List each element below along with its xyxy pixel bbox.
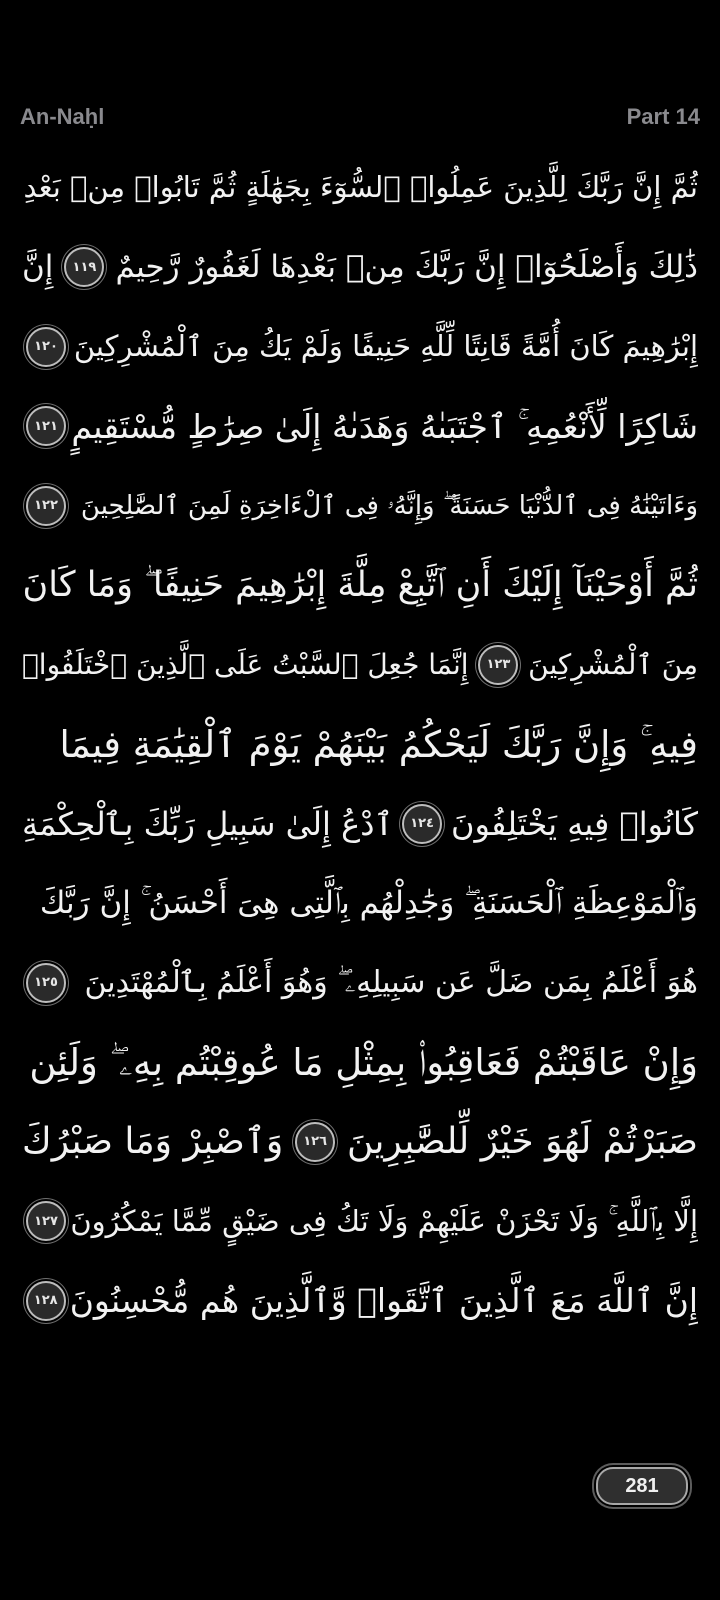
ayah-end-marker[interactable]: ١٢٨ [26,1281,66,1321]
quran-line[interactable] [22,307,698,387]
juz-label[interactable]: Part 14 [626,104,700,129]
verse-text[interactable]: صَبَرْتُمْ لَهُوَ خَيْرٌ لِّلصَّٰبِرِينَ [347,1120,698,1162]
quran-line[interactable] [22,1023,698,1103]
quran-line[interactable] [22,625,698,705]
verse-text[interactable]: شَاكِرًا لِّأَنْعُمِهِ ۚ ٱجْتَبَىٰهُ وَهَدَىٰهُ إِلَىٰ صِرَٰطٍ مُّسْتَقِيمٍ [71,406,698,446]
quran-line[interactable] [22,1102,698,1182]
ayah-end-marker[interactable]: ١٢٦ [295,1122,335,1162]
quran-line[interactable] [22,228,698,308]
verse-text[interactable]: مِنَ ٱلْمُشْرِكِينَ [528,647,698,681]
quran-line[interactable] [22,387,698,467]
verse-text[interactable]: وَءَاتَيْنَٰهُ فِى ٱلدُّنْيَا حَسَنَةً ۖ وَإِنَّهُۥ فِى ٱلْءَاخِرَةِ لَمِنَ ٱلصَّٰلِحِينَ [80,490,698,521]
mushaf-page-text[interactable] [22,148,698,1420]
verse-text[interactable]: إِنَّ [22,248,54,285]
page-header [20,100,700,134]
verse-text[interactable]: إِنَّمَا جُعِلَ ٱلسَّبْتُ عَلَى ٱلَّذِينَ ٱخْتَلَفُوا۟ [22,647,469,681]
page-footer [0,1467,720,1505]
quran-line[interactable] [22,705,698,785]
verse-text[interactable]: إِنَّ ٱللَّهَ مَعَ ٱلَّذِينَ ٱتَّقَوا۟ وَّٱلَّذِينَ هُم مُّحْسِنُونَ [69,1281,698,1321]
verse-text[interactable]: هُوَ أَعْلَمُ بِمَن ضَلَّ عَن سَبِيلِهِۦ ۖ وَهُوَ أَعْلَمُ بِٱلْمُهْتَدِينَ [84,964,698,1000]
verse-text[interactable]: إِبْرَٰهِيمَ كَانَ أُمَّةً قَانِتًا لِّلَّهِ حَنِيفًا وَلَمْ يَكُ مِنَ ٱلْمُشْرِكِينَ [73,329,698,364]
ayah-end-marker[interactable]: ١٢٧ [26,1201,66,1241]
surah-name[interactable]: An-Naḥl [20,104,105,129]
verse-text[interactable]: ذَٰلِكَ وَأَصْلَحُوٓا۟ إِنَّ رَبَّكَ مِنۢ بَعْدِهَا لَغَفُورٌ رَّحِيمٌ [115,248,698,285]
quran-line[interactable] [22,864,698,944]
quran-line[interactable] [22,1261,698,1341]
verse-text[interactable]: ٱدْعُ إِلَىٰ سَبِيلِ رَبِّكَ بِٱلْحِكْمَةِ [22,804,394,843]
quran-line[interactable] [22,1182,698,1262]
ayah-end-marker[interactable]: ١٢٣ [478,645,518,685]
verse-text[interactable]: إِلَّا بِٱللَّهِ ۚ وَلَا تَحْزَنْ عَلَيْهِمْ وَلَا تَكُ فِى ضَيْقٍ مِّمَّا يَمْكُرُونَ [70,1203,698,1238]
quran-line[interactable] [22,546,698,626]
quran-line[interactable] [22,784,698,864]
quran-line[interactable] [22,148,698,228]
page-number-badge [596,1467,688,1505]
ayah-end-marker[interactable]: ١٢٠ [26,327,66,367]
ayah-end-marker[interactable]: ١٢١ [26,406,66,446]
quran-line[interactable] [22,466,698,546]
ayah-end-marker[interactable]: ١٢٢ [26,486,66,526]
verse-text[interactable]: وَإِنْ عَاقَبْتُمْ فَعَاقِبُوا۟ بِمِثْلِ مَا عُوقِبْتُم بِهِۦ ۖ وَلَئِن [29,1040,698,1084]
page-number: 281 [625,1474,659,1497]
verse-text[interactable]: ثُمَّ إِنَّ رَبَّكَ لِلَّذِينَ عَمِلُوا۟ ٱلسُّوٓءَ بِجَهَٰلَةٍ ثُمَّ تَابُوا۟ مِنۢ بَعْدِ [23,170,698,205]
ayah-end-marker[interactable]: ١١٩ [64,247,104,287]
ayah-end-marker[interactable]: ١٢٥ [26,963,66,1003]
ayah-end-marker[interactable]: ١٢٤ [402,804,442,844]
verse-text[interactable]: فِيهِ ۚ وَإِنَّ رَبَّكَ لَيَحْكُمُ بَيْنَهُمْ يَوْمَ ٱلْقِيَٰمَةِ فِيمَا [59,722,698,766]
verse-text[interactable]: ثُمَّ أَوْحَيْنَآ إِلَيْكَ أَنِ ٱتَّبِعْ مِلَّةَ إِبْرَٰهِيمَ حَنِيفًا ۖ وَمَا كَانَ [22,564,698,605]
verse-text[interactable]: وَٱلْمَوْعِظَةِ ٱلْحَسَنَةِ ۖ وَجَٰدِلْهُم بِٱلَّتِى هِىَ أَحْسَنُ ۚ إِنَّ رَبَّكَ [39,884,698,921]
verse-text[interactable]: وَٱصْبِرْ وَمَا صَبْرُكَ [22,1120,284,1162]
quran-line[interactable] [22,943,698,1023]
verse-text[interactable]: كَانُوا۟ فِيهِ يَخْتَلِفُونَ [451,804,698,843]
